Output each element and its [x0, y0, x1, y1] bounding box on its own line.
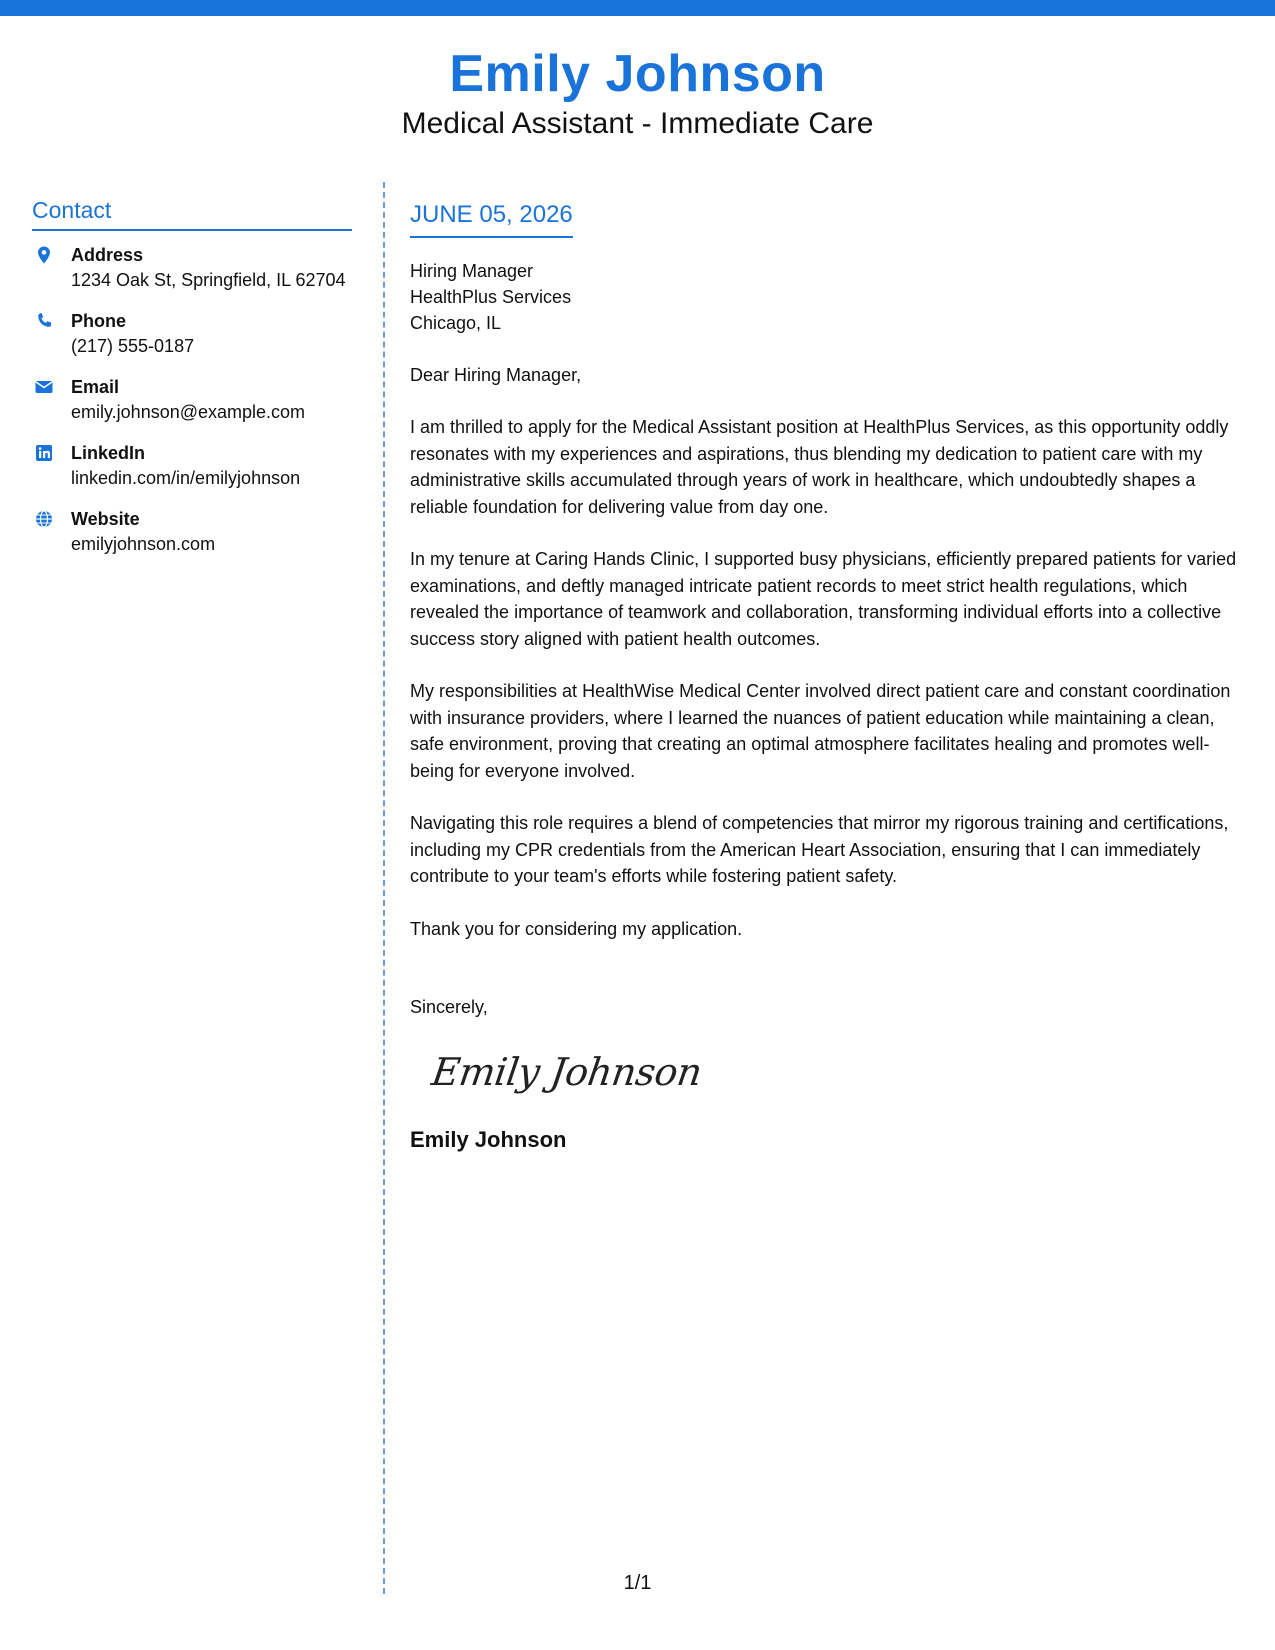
address-value: 1234 Oak St, Springfield, IL 62704	[71, 270, 346, 290]
contact-list	[32, 243, 352, 557]
linkedin-value: linkedin.com/in/emilyjohnson	[71, 468, 301, 488]
contact-item-email	[32, 375, 352, 425]
phone-icon	[34, 311, 54, 331]
recipient-line: HealthPlus Services	[410, 287, 572, 307]
location-pin-icon	[34, 245, 54, 265]
email-icon	[34, 377, 54, 397]
recipient-line: Hiring Manager	[410, 261, 534, 281]
closing: Sincerely,	[410, 997, 488, 1017]
signer-name: Emily Johnson	[410, 1127, 567, 1152]
contact-label: LinkedIn	[71, 443, 146, 463]
recipient-line: Chicago, IL	[410, 313, 502, 333]
body-paragraph: My responsibilities at HealthWise Medical Center involved direct patient care and constant coordination with insurance providers, where I learned the nuances of patient education while maintaining a clean, safe environment, proving that creating an optimal atmosphere facilitates healing and promotes well-being for everyone involved.	[410, 681, 1231, 781]
globe-icon	[34, 509, 54, 529]
contact-sidebar	[32, 196, 352, 573]
contact-label: Website	[71, 509, 140, 529]
body-paragraph: I am thrilled to apply for the Medical Assistant position at HealthPlus Services, as this opportunity oddly resonates with my experiences and aspirations, thus blending my dedication to patient care with my administrative skills accumulated through years of work in healthcare, which undoubtedly shapes a reliable foundation for delivering value from day one.	[410, 417, 1229, 517]
contact-item-address	[32, 243, 352, 293]
applicant-name: Emily Johnson	[449, 45, 826, 103]
contact-label: Address	[71, 245, 144, 265]
contact-item-linkedin	[32, 441, 352, 491]
contact-item-website	[32, 507, 352, 557]
applicant-role: Medical Assistant - Immediate Care	[401, 107, 874, 140]
phone-value: (217) 555-0187	[71, 336, 195, 356]
body-paragraph: Navigating this role requires a blend of competencies that mirror my rigorous training and certifications, including my CPR credentials from the American Heart Association, ensuring that I can immediately contribute to your team's efforts while fostering patient safety.	[410, 813, 1229, 886]
column-divider	[383, 182, 385, 1594]
body-paragraph: In my tenure at Caring Hands Clinic, I supported busy physicians, efficiently prepared patients for varied examinations, and deftly managed intricate patient records to meet strict health regulations, which revealed the importance of teamwork and collaboration, transforming individual efforts into a collective success story aligned with patient health outcomes.	[410, 549, 1237, 649]
linkedin-icon	[34, 443, 54, 463]
recipient-block	[410, 258, 1245, 336]
letter-date: JUNE 05, 2026	[410, 200, 573, 238]
contact-label: Email	[71, 377, 120, 397]
top-accent-bar	[0, 0, 1275, 16]
contact-label: Phone	[71, 311, 127, 331]
body-paragraph: Thank you for considering my application.	[410, 918, 743, 939]
salutation: Dear Hiring Manager,	[410, 365, 582, 385]
handwritten-signature: Emily Johnson	[429, 1050, 705, 1094]
letter-body	[410, 200, 1245, 1154]
contact-item-phone	[32, 309, 352, 359]
page-number: 1/1	[623, 1572, 652, 1594]
contact-section-title: Contact	[32, 196, 352, 231]
email-value: emily.johnson@example.com	[71, 402, 306, 422]
website-value: emilyjohnson.com	[71, 534, 216, 554]
letter-header	[0, 44, 1275, 142]
